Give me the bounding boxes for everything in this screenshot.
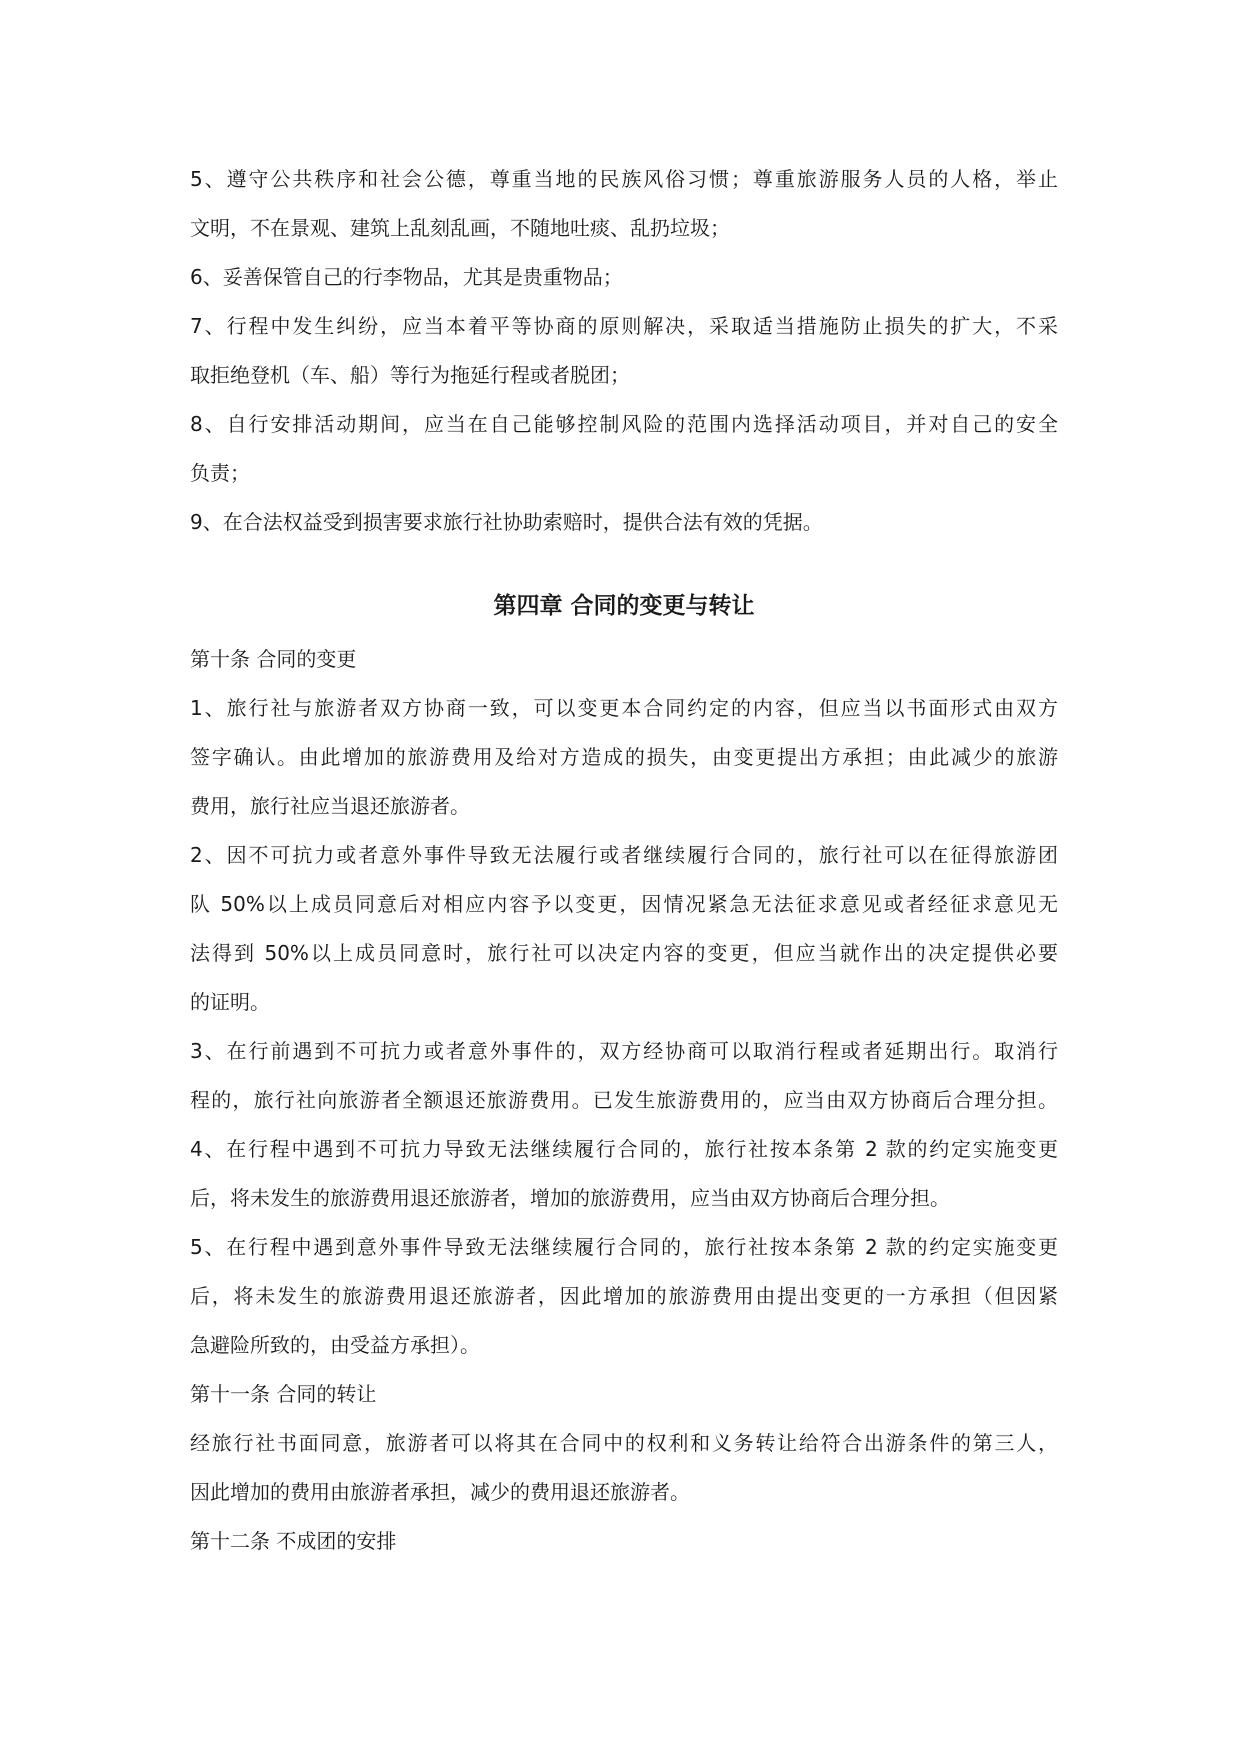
paragraph-line: 1、旅行社与旅游者双方协商一致，可以变更本合同约定的内容，但应当以书面形式由双方 [190, 696, 1058, 720]
obligations-list [190, 155, 1058, 547]
paragraph-line: 经旅行社书面同意，旅游者可以将其在合同中的权利和义务转让给符合出游条件的第三人， [190, 1431, 1058, 1455]
paragraph-line: 急避险所致的，由受益方承担）。 [190, 1333, 480, 1357]
paragraph-line: 取拒绝登机（车、船）等行为拖延行程或者脱团； [190, 363, 630, 387]
article-heading: 第十条 合同的变更 [190, 647, 357, 671]
article-heading: 第十一条 合同的转让 [190, 1382, 377, 1406]
paragraph-line: 2、因不可抗力或者意外事件导致无法履行或者继续履行合同的，旅行社可以在征得旅游团 [190, 843, 1058, 867]
paragraph-line: 的证明。 [190, 990, 270, 1014]
chapter-title: 第四章 合同的变更与转让 [493, 593, 755, 619]
paragraph-line: 3、在行前遇到不可抗力或者意外事件的，双方经协商可以取消行程或者延期出行。取消行 [190, 1039, 1058, 1063]
paragraph-line: 后，将未发生的旅游费用退还旅游者，因此增加的旅游费用由提出变更的一方承担（但因紧 [190, 1284, 1058, 1308]
paragraph-line: 队 50%以上成员同意后对相应内容予以变更，因情况紧急无法征求意见或者经征求意见无 [190, 892, 1058, 916]
document-body [190, 155, 1058, 1566]
paragraph-line: 4、在行程中遇到不可抗力导致无法继续履行合同的，旅行社按本条第 2 款的约定实施变更 [190, 1137, 1058, 1161]
paragraph-line: 7、行程中发生纠纷，应当本着平等协商的原则解决，采取适当措施防止损失的扩大，不采 [190, 314, 1058, 338]
paragraph-line: 9、在合法权益受到损害要求旅行社协助索赔时，提供合法有效的凭据。 [190, 510, 823, 534]
article-12 [190, 1517, 1058, 1566]
paragraph-line: 8、自行安排活动期间，应当在自己能够控制风险的范围内选择活动项目，并对自己的安全 [190, 412, 1058, 436]
article-11 [190, 1370, 1058, 1517]
paragraph-line: 文明，不在景观、建筑上乱刻乱画，不随地吐痰、乱扔垃圾； [190, 216, 730, 240]
paragraph-line: 因此增加的费用由旅游者承担，减少的费用退还旅游者。 [190, 1480, 690, 1504]
section-spacer [190, 547, 1058, 585]
paragraph-line: 费用，旅行社应当退还旅游者。 [190, 794, 470, 818]
article-10 [190, 635, 1058, 1370]
article-heading: 第十二条 不成团的安排 [190, 1529, 397, 1553]
paragraph-line: 后，将未发生的旅游费用退还旅游者，增加的旅游费用，应当由双方协商后合理分担。 [190, 1186, 950, 1210]
paragraph-line: 5、遵守公共秩序和社会公德，尊重当地的民族风俗习惯；尊重旅游服务人员的人格，举止 [190, 167, 1058, 191]
paragraph-line: 法得到 50%以上成员同意时，旅行社可以决定内容的变更，但应当就作出的决定提供必要 [190, 941, 1058, 965]
paragraph-line: 负责； [190, 461, 250, 485]
paragraph-line: 签字确认。由此增加的旅游费用及给对方造成的损失，由变更提出方承担；由此减少的旅游 [190, 745, 1058, 769]
paragraph-line: 程的，旅行社向旅游者全额退还旅游费用。已发生旅游费用的，应当由双方协商后合理分担。 [190, 1088, 1058, 1112]
paragraph-line: 6、妥善保管自己的行李物品，尤其是贵重物品； [190, 265, 623, 289]
paragraph-line: 5、在行程中遇到意外事件导致无法继续履行合同的，旅行社按本条第 2 款的约定实施变更 [190, 1235, 1058, 1259]
